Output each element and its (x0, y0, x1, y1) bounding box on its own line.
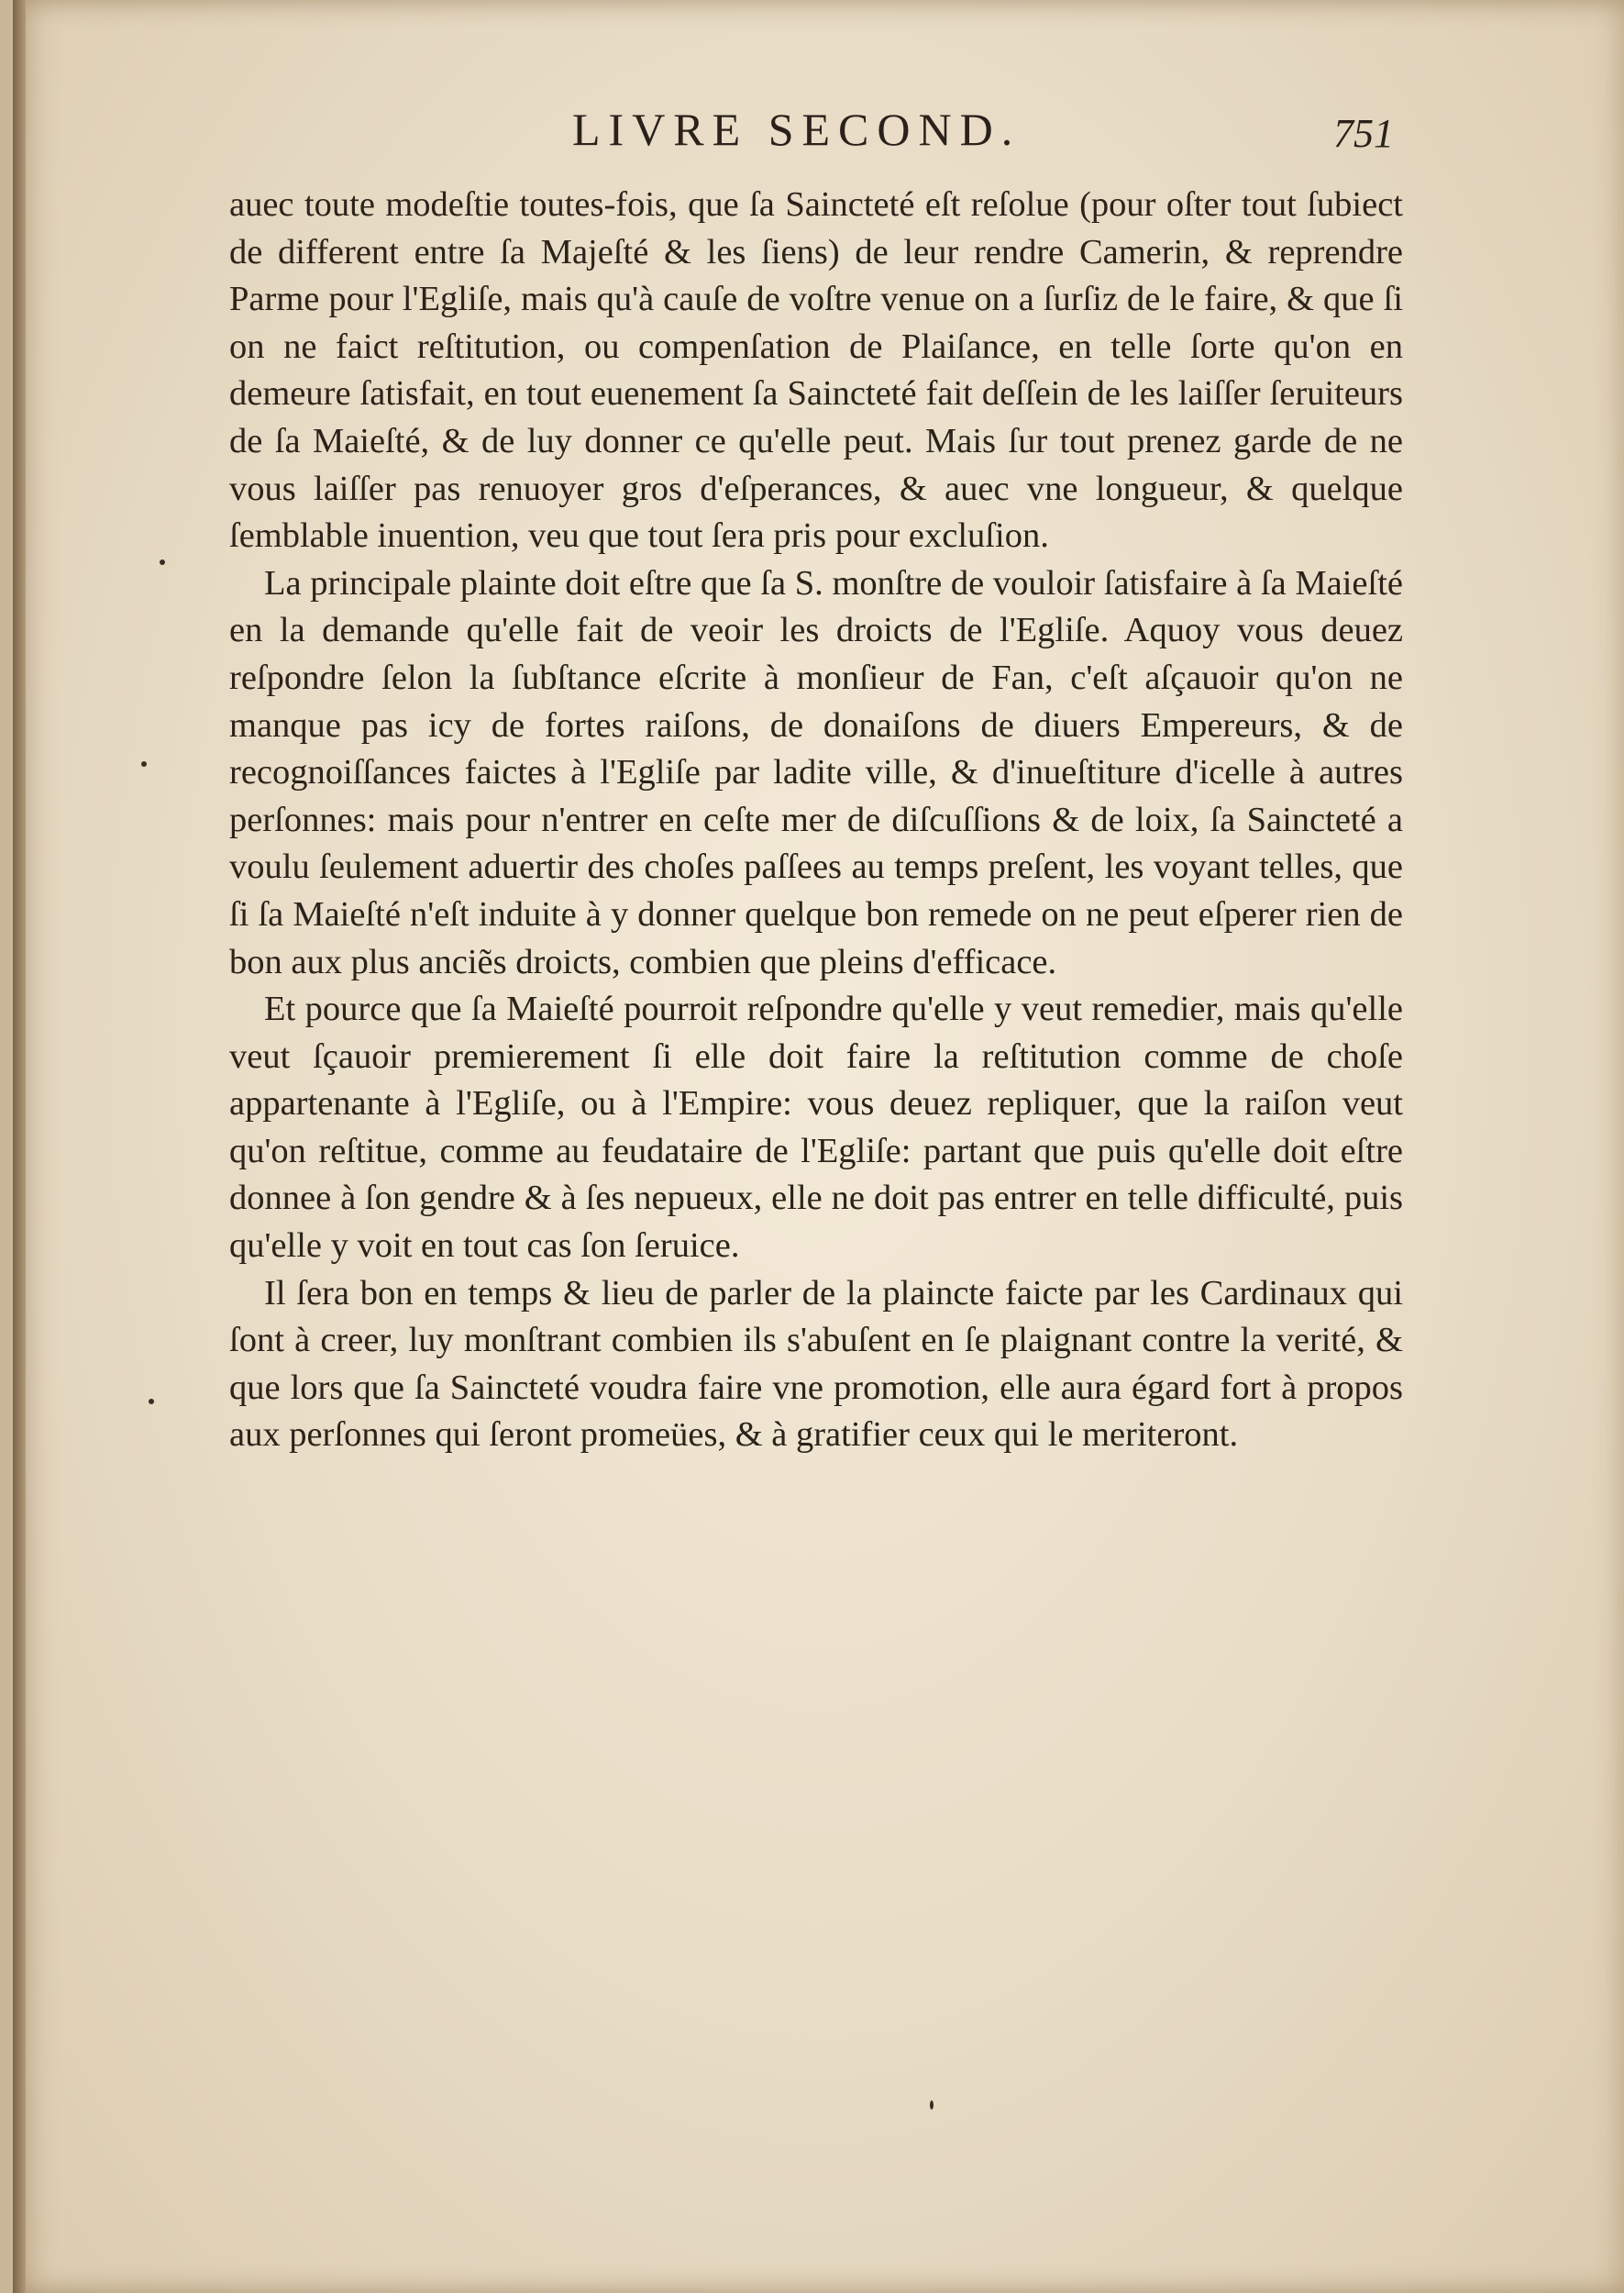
paragraph-2: La principale plainte doit eſtre que ſa S. monſtre de vouloir ſatisfaire à ſa Maieſté en la demande qu'elle fait de veoir les droicts de l'Egliſe. Aquoy vous deuez reſpondre ſelon la ſubſtance eſcrite à monſieur de Fan, c'eſt aſçauoir qu'on ne manque pas icy de fortes raiſons, de donaiſons de diuers Empereurs, & de recognoiſſances faictes à l'Egliſe par ladite ville, & d'inueſtiture d'icelle à autres perſonnes: mais pour n'entrer en ceſte mer de diſcuſſions & de loix, ſa Saincteté a voulu ſeulement aduertir des choſes paſſees au temps preſent, les voyant telles, que ſi ſa Maieſté n'eſt induite à y donner quelque bon remede on ne peut eſperer rien de bon aux plus anciẽs droicts, combien que pleins d'efficace. (229, 563, 1403, 981)
main-text (229, 182, 1403, 1459)
paragraph-3: Et pource que ſa Maieſté pourroit reſpondre qu'elle y veut remedier, mais qu'elle veut ſçauoir premierement ſi elle doit faire la reſtitution comme de choſe appartenante à l'Egliſe, ou à l'Empire: vous deuez repliquer, que la raiſon veut qu'on reſtitue, comme au feudataire de l'Egliſe: partant que puis qu'elle doit eſtre donnee à ſon gendre & à ſes nepueux, elle ne doit pas entrer en telle difficulté, puis qu'elle y voit en tout cas ſon ſeruice. (229, 990, 1403, 1266)
ink-speck (141, 761, 147, 767)
page-header (13, 103, 1624, 167)
paragraph-4: Il ſera bon en temps & lieu de parler de la plaincte faicte par les Cardinaux qui ſont à creer, luy monſtrant combien ils s'abuſent en ſe plaignant contre la verité, & que lors que ſa Saincteté voudra faire vne promotion, elle aura égard fort à propos aux perſonnes qui ſeront promeües, & à gratifier ceux qui le meriteront. (229, 1273, 1403, 1455)
page-number: 751 (1333, 111, 1394, 156)
ink-speck (160, 559, 165, 565)
running-title: LIVRE SECOND. (572, 104, 1022, 155)
book-page (13, 0, 1624, 2293)
ink-speck (930, 2100, 934, 2110)
paragraph-1: auec toute modeſtie toutes-fois, que ſa Saincteté eſt reſolue (pour oſter tout ſubiect de different entre ſa Majeſté & les ſiens) de leur rendre Camerin, & reprendre Parme pour l'Egliſe, mais qu'à cauſe de voſtre venue on a ſurſiz de le faire, & que ſi on ne faict reſtitution, ou compenſation de Plaiſance, en telle ſorte qu'on en demeure ſatisfait, en tout euenement ſa Saincteté fait deſſein de les laiſſer ſeruiteurs de ſa Maieſté, & de luy donner ce qu'elle peut. Mais ſur tout prenez garde de ne vous laiſſer pas renuoyer gros d'eſperances, & auec vne longueur, & quelque ſemblable inuention, veu que tout ſera pris pour excluſion. (229, 185, 1403, 556)
page-binding-shadow (13, 0, 26, 2293)
ink-speck (149, 1399, 154, 1404)
